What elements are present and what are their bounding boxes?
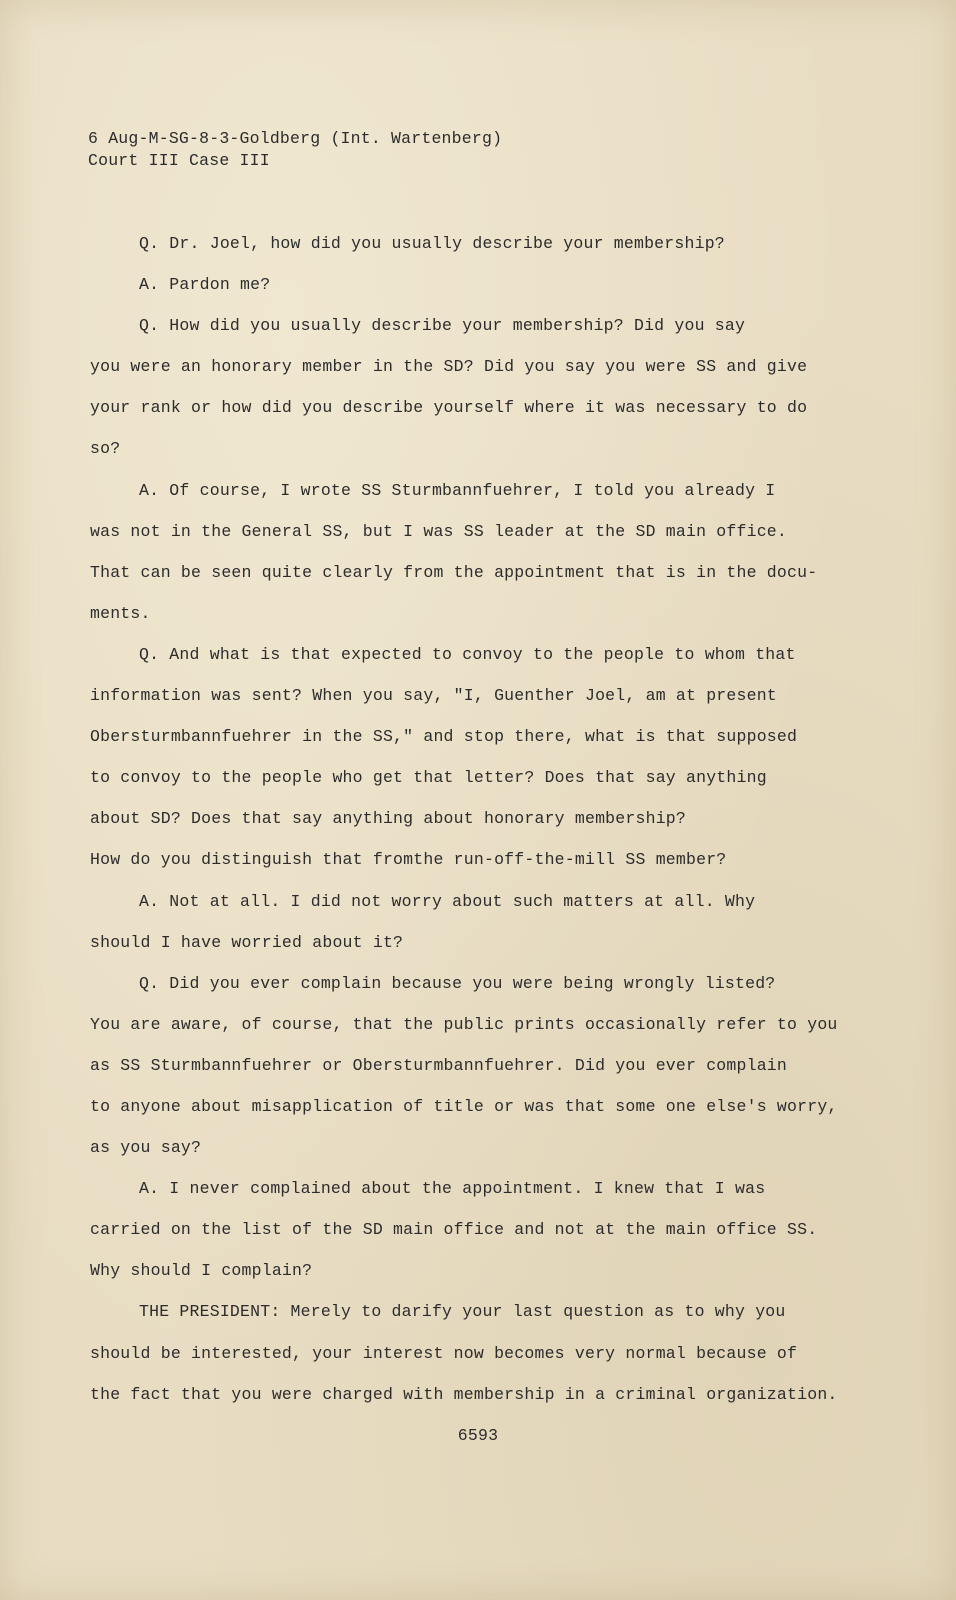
text-line: Obersturmbannfuehrer in the SS," and stop there, what is that supposed [90,727,798,747]
transcript-body [90,229,860,1421]
text-line: Why should I complain? [90,1261,313,1281]
text-line: should I have worried about it? [90,932,404,952]
text-line: was not in the General SS, but I was SS leader at the SD main office. [90,521,788,541]
text-line: as SS Sturmbannfuehrer or Obersturmbannfuehrer. Did you ever complain [90,1055,788,1075]
president-line: THE PRESIDENT: Merely to darify your last question as to why you [139,1302,786,1322]
text-line: carried on the list of the SD main office and not at the main office SS. [90,1220,818,1240]
text-line: you were an honorary member in the SD? Did you say you were SS and give [90,357,808,377]
answer-line: A. Not at all. I did not worry about such matters at all. Why [139,891,756,911]
text-line: about SD? Does that say anything about honorary membership? [90,809,686,829]
answer-line: A. Of course, I wrote SS Sturmbannfuehrer, I told you already I [139,480,776,500]
text-line: to anyone about misapplication of title or was that some one else's worry, [90,1096,838,1116]
text-line: You are aware, of course, that the public prints occasionally refer to you [90,1014,838,1034]
text-line: your rank or how did you describe yourself where it was necessary to do [90,398,808,418]
text-line: so? [90,439,121,459]
answer-line: A. I never complained about the appointment. I knew that I was [139,1179,766,1199]
text-line: to convoy to the people who get that letter? Does that say anything [90,768,767,788]
text-line: information was sent? When you say, "I, Guenther Joel, am at present [90,686,777,706]
text-line: ments. [90,603,151,623]
text-line: How do you distinguish that fromthe run-off-the-mill SS member? [90,850,727,870]
question-line: Q. Did you ever complain because you were being wrongly listed? [139,973,776,993]
header-court-case: Court III Case III [88,151,270,170]
text-line: the fact that you were charged with membership in a criminal organization. [90,1384,838,1404]
question-line: Q. Dr. Joel, how did you usually describe your membership? [139,234,725,253]
question-line: Q. How did you usually describe your membership? Did you say [139,316,746,336]
text-line: That can be seen quite clearly from the appointment that is in the docu- [90,562,818,582]
header-reference: 6 Aug-M-SG-8-3-Goldberg (Int. Wartenberg) [88,129,503,148]
page-number: 6593 [457,1426,499,1445]
text-line: should be interested, your interest now becomes very normal because of [90,1343,798,1363]
document-header [88,128,502,172]
text-line: as you say? [90,1138,202,1158]
question-line: Q. And what is that expected to convoy to the people to whom that [139,644,796,664]
answer-line: A. Pardon me? [139,275,271,295]
